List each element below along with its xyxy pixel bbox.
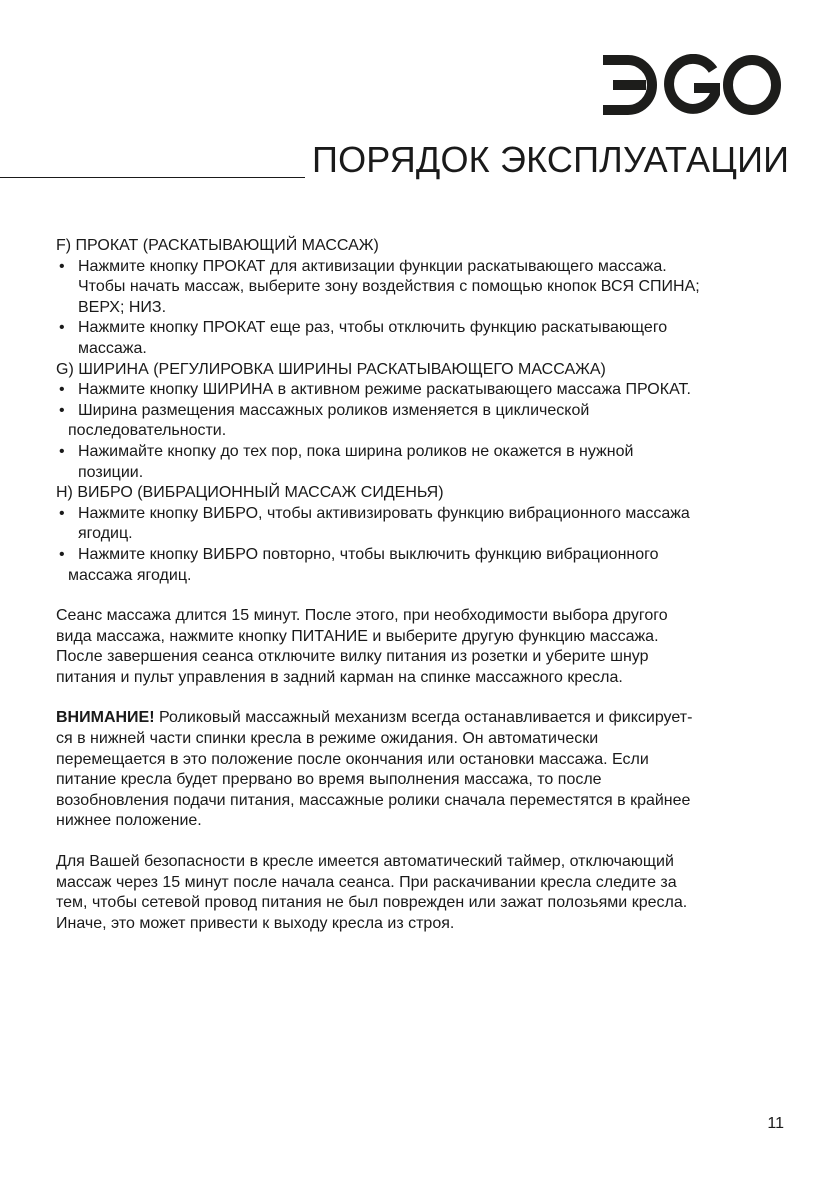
page-title: ПОРЯДОК ЭКСПЛУАТАЦИИ [312,139,790,180]
safety-paragraph: Для Вашей безопасности в кресле имеется автоматический таймер, отключающий массаж через 15 минут после начала сеанса. При раскачивании кресла следите за тем, чтобы сетевой провод питания не был поврежден или зажат полозьями кресла. Иначе, это может привести к выходу кресла из строя. [56,853,688,932]
list-item: • Нажмите кнопку ВИБРО, чтобы активизировать функцию вибрационного массажа ягодиц. [59,504,690,543]
list-item: • Ширина размещения массажных роликов изменяется в циклической последовательности. [59,401,590,440]
warning-paragraph: ВНИМАНИЕ! Роликовый массажный механизм всегда останавливается и фиксирует- ся в нижней части спинки кресла в режиме ожидания. Он автоматически перемещается в это положение после окончания или остановки массажа. Если питание кресла будет прервано во время выполнения массажа, то после возобновления подачи питания, массажные ролики сначала переместятся в крайнее нижнее положение. [56,709,693,830]
bullet-icon: • [59,257,65,275]
session-paragraph: Сеанс массажа длится 15 минут. После этого, при необходимости выбора другого вида массажа, нажмите кнопку ПИТАНИЕ и выберите другую функцию массажа. После завершения сеанса отключите вилку питания из розетки и уберите шнур питания и пульт управления в задний карман на спинке массажного кресла. [56,607,668,686]
section-title-g: G) ШИРИНА (РЕГУЛИРОВКА ШИРИНЫ РАСКАТЫВАЮЩЕГО МАССАЖА) [56,360,606,378]
list-item: • Нажмите кнопку ПРОКАТ для активизации функции раскатывающего массажа. Чтобы начать массаж, выберите зону воздействия с помощью кнопок ВСЯ СПИНА; ВЕРХ; НИЗ. [59,257,700,316]
section-title-h: H) ВИБРО (ВИБРАЦИОННЫЙ МАССАЖ СИДЕНЬЯ) [56,484,444,502]
ego-logo [598,54,783,116]
bullet-icon: • [59,401,65,419]
warning-label: ВНИМАНИЕ! [56,709,155,727]
section-title-f: F) ПРОКАТ (РАСКАТЫВАЮЩИЙ МАССАЖ) [56,237,379,254]
main-content [56,236,791,934]
list-item: • Нажмите кнопку ПРОКАТ еще раз, чтобы отключить функцию раскатывающего массажа. [59,319,668,357]
list-item: • Нажмите кнопку ШИРИНА в активном режиме раскатывающего массажа ПРОКАТ. [56,380,791,401]
page-number: 11 [767,1115,784,1132]
bullet-icon: • [59,381,65,399]
list-item: • Нажимайте кнопку до тех пор, пока ширина роликов не окажется в нужной позиции. [59,442,634,481]
bullet-icon: • [59,504,65,522]
bullet-icon: • [59,545,65,563]
bullet-icon: • [59,442,65,460]
list-item: • Нажмите кнопку ВИБРО повторно, чтобы выключить функцию вибрационного массажа ягодиц. [59,545,659,584]
bullet-icon: • [59,319,65,337]
header-rule [0,177,305,178]
